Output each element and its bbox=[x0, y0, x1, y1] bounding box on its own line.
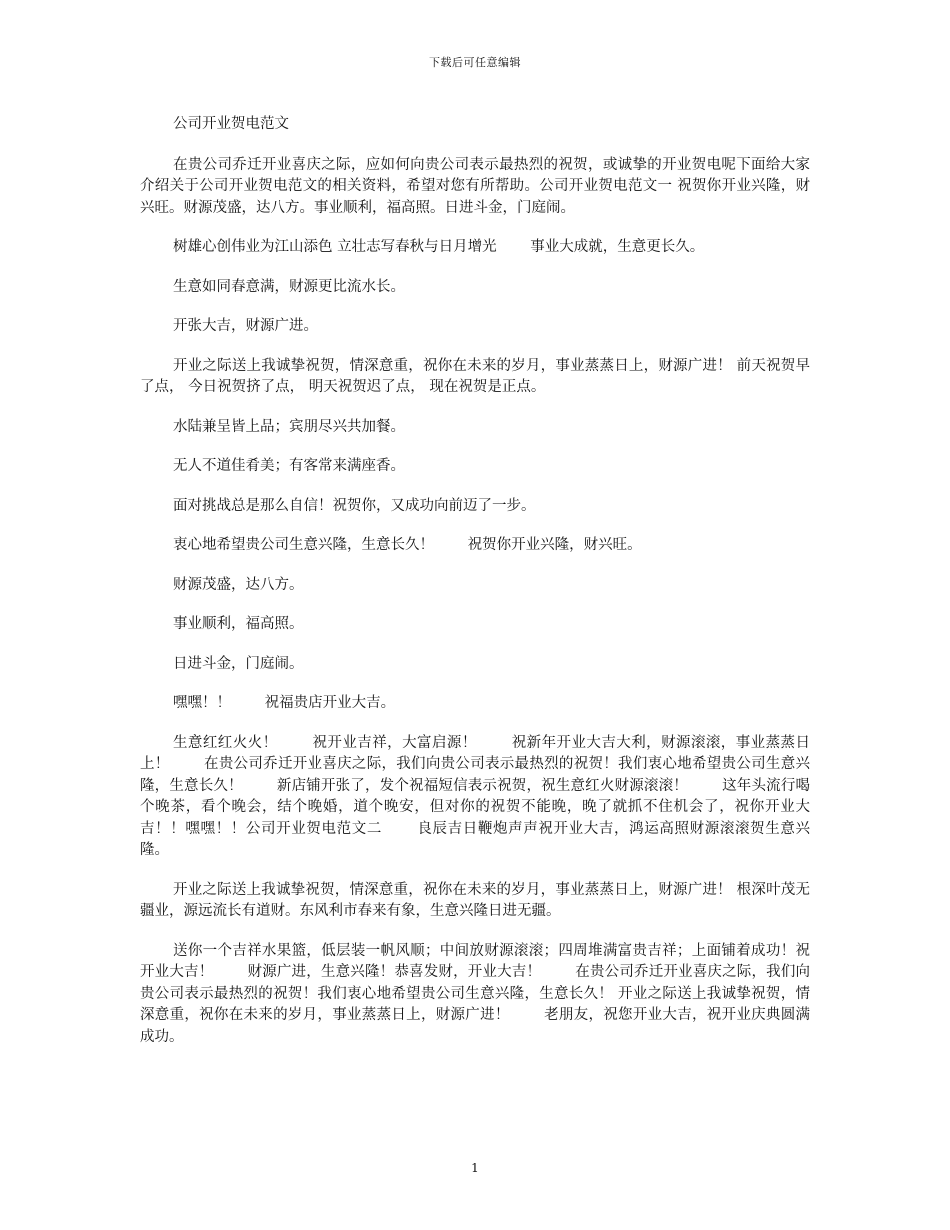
paragraph: 开业之际送上我诚挚祝贺，情深意重，祝你在未来的岁月，事业蒸蒸日上，财源广进！ 根深叶茂无疆业，源远流长有道财。东风利市春来有象，生意兴隆日进无疆。 bbox=[140, 881, 810, 919]
paragraph: 开张大吉，财源广进。 bbox=[173, 318, 318, 334]
page-header: 下载后可任意编辑 bbox=[429, 56, 521, 69]
paragraph: 生意红红火火！ 祝开业吉祥，大富启源！ 祝新年开业大吉大利，财源滚滚，事业蒸蒸日上！ 在贵公司乔迁开业喜庆之际，我们向贵公司表示最热烈的祝贺！我们衷心地希望贵公司生意兴隆，生意长久！ 新店铺开张了，发个祝福短信表示祝贺，祝生意红火财源滚滚！ 这年头流行喝个晚茶，看个晚会，结个晚婚，道个晚安，但对你的祝贺不能晚，晚了就抓不住机会了，祝你开业大吉！！嘿嘿！！公司开业贺电范文二 良辰吉日鞭炮声声祝开业大吉，鸿运高照财源滚滚贺生意兴隆。 bbox=[140, 734, 810, 858]
paragraph: 开业之际送上我诚挚祝贺，情深意重，祝你在未来的岁月，事业蒸蒸日上，财源广进！ 前天祝贺早了点， 今日祝贺挤了点， 明天祝贺迟了点， 现在祝贺是正点。 bbox=[140, 357, 810, 395]
paragraph: 在贵公司乔迁开业喜庆之际，应如何向贵公司表示最热烈的祝贺，或诚挚的开业贺电呢下面给大家介绍关于公司开业贺电范文的相关资料，希望对您有所帮助。公司开业贺电范文一 祝贺你开业兴隆，财兴旺。财源茂盛，达八方。事业顺利，福高照。日进斗金，门庭闹。 bbox=[140, 156, 810, 216]
paragraph: 水陆兼呈皆上品；宾朋尽兴共加餐。 bbox=[173, 418, 405, 435]
paragraph: 面对挑战总是那么自信！祝贺你，又成功向前迈了一步。 bbox=[173, 497, 536, 514]
document-title: 公司开业贺电范文 bbox=[173, 116, 289, 132]
paragraph: 日进斗金，门庭闹。 bbox=[173, 655, 304, 672]
paragraph: 嘿嘿！！ 祝福贵店开业大吉。 bbox=[173, 695, 396, 711]
paragraph: 无人不道佳肴美；有客常来满座香。 bbox=[173, 458, 405, 474]
document-body bbox=[140, 114, 810, 1066]
paragraph: 生意如同春意满，财源更比流水长。 bbox=[173, 278, 405, 295]
page-number: 1 bbox=[471, 1161, 479, 1175]
paragraph: 树雄心创伟业为江山添色 立壮志写春秋与日月增光 事业大成就，生意更长久。 bbox=[173, 239, 705, 255]
paragraph: 衷心地希望贵公司生意兴隆，生意长久！ 祝贺你开业兴隆，财兴旺。 bbox=[173, 537, 642, 553]
paragraph: 财源茂盛，达八方。 bbox=[173, 576, 304, 593]
paragraph: 送你一个吉祥水果篮，低层装一帆风顺；中间放财源滚滚；四周堆满富贵吉祥；上面铺着成功！祝开业大吉！ 财源广进，生意兴隆！恭喜发财，开业大吉！ 在贵公司乔迁开业喜庆之际，我们向贵公司表示最热烈的祝贺！我们衷心地希望贵公司生意兴隆，生意长久！ 开业之际送上我诚挚祝贺，情深意重，祝你在未来的岁月，事业蒸蒸日上，财源广进！ 老朋友，祝您开业大吉，祝开业庆典圆满成功。 bbox=[140, 942, 810, 1045]
paragraph: 事业顺利，福高照。 bbox=[173, 616, 304, 632]
